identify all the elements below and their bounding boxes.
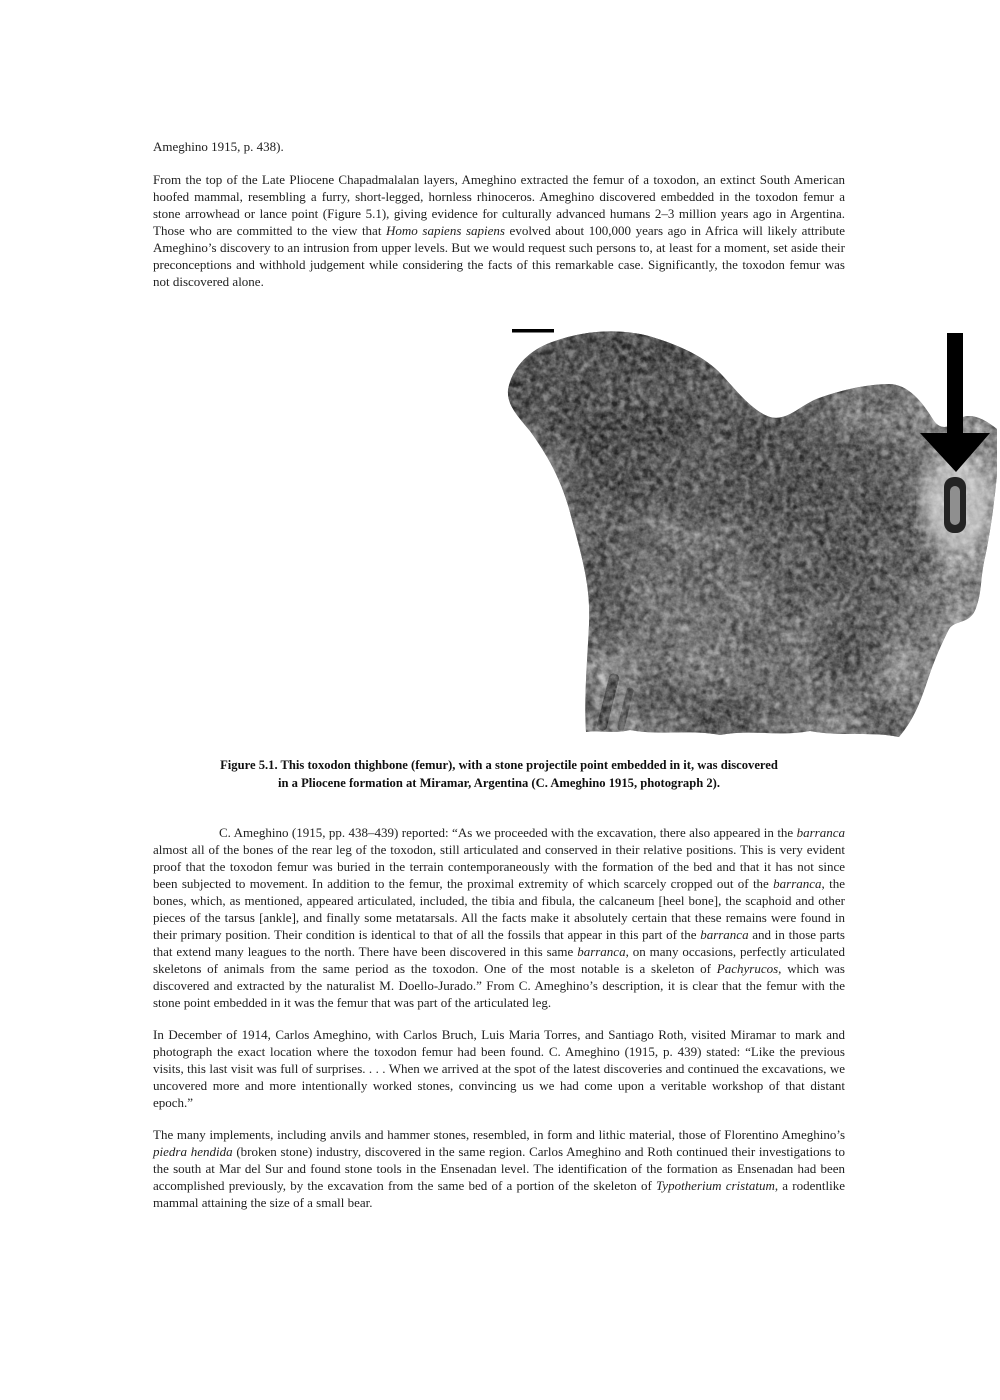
body-text: and in those parts that extend many leagues to the north. There have been discovered in this same (153, 927, 845, 959)
body-text: In December of 1914, Carlos Ameghino, with Carlos Bruch, Luis Maria Torres, and Santiago Roth, visited Miramar to mark and photograph the exact location where the toxodon femur had been found. C. Ameghino (1915, p. 439) stated: “Like the previous visits, this last visit was full of surprises. . . . When we arrived at the spot of the latest discoveries and continued the excavations, we uncovered more and more intentionally worked stones, convincing us we had come upon a veritable workshop of that distant epoch.” (153, 1027, 845, 1110)
body-text: , on many occasions, perfectly articulated skeletons of animals from the same period as the toxodon. One of the most notable is a skeleton of (153, 944, 845, 976)
italic-text: barranca (796, 825, 845, 840)
paragraph (153, 1126, 845, 1211)
italic-text: Homo sapiens sapiens (386, 223, 505, 238)
body-text: C. Ameghino (1915, pp. 438–439) reported: “As we proceeded with the excavation, there also appeared in the (219, 825, 797, 840)
article-top (153, 138, 845, 290)
italic-text: Typotherium cristatum (656, 1178, 775, 1193)
paragraph-fragment: Ameghino 1915, p. 438). (153, 139, 284, 154)
bone-photo (500, 325, 1000, 745)
bone-texture (500, 325, 1000, 745)
italic-text: barranca (577, 944, 626, 959)
paragraph (153, 824, 845, 1011)
italic-text: piedra hendida (153, 1144, 233, 1159)
stone-point (944, 477, 966, 533)
caption-line: Figure 5.1. This toxodon thighbone (femur), with a stone projectile point embedded in it, was discovered (220, 758, 778, 772)
body-text: From the top of the Late Pliocene Chapadmalalan layers, Ameghino extracted the femur of a toxodon, an extinct South American hoofed mammal, resembling a furry, short-legged, hornless rhinoceros. Ameghino discovered embedded in the toxodon femur a stone arrowhead or lance point (Figure 5.1), giving evidence for culturally advanced humans 2–3 million years ago in Argentina. Those who are committed to the view that (153, 172, 845, 238)
italic-text: barranca (773, 876, 822, 891)
figure-caption (153, 757, 845, 792)
paragraphs-bottom (153, 824, 845, 1211)
body-text: evolved about 100,000 years ago in Africa will likely attribute Ameghino’s discovery to an intrusion from upper levels. But we would request such persons to, at least for a moment, set aside their preconceptions and withhold judgement while considering the facts of this remarkable case. Significantly, the toxodon femur was not discovered alone. (153, 223, 845, 289)
body-text: (broken stone) industry, discovered in the same region. Carlos Ameghino and Roth continued their investigations to the south at Mar del Sur and found stone tools in the Ensenadan level. The identification of the formation as Ensenadan had been accomplished previously, by the excavation from the same bed of a portion of the skeleton of (153, 1144, 846, 1193)
italic-text: Pachyrucos (716, 961, 779, 976)
paragraphs-top (153, 171, 845, 290)
body-text: The many implements, including anvils and hammer stones, resembled, in form and lithic material, those of Florentino Ameghino’s (153, 1127, 845, 1142)
paragraph (153, 1026, 845, 1111)
caption-line: in a Pliocene formation at Miramar, Argentina (C. Ameghino 1915, photograph 2). (277, 775, 721, 790)
body-text: , the bones, which, as mentioned, appeared articulated, included, the tibia and fibula, the calcaneum [heel bone], the scaphoid and other pieces of the tarsus [ankle], and finally some metatarsals. All the facts make it absolutely certain that these remains were found in their primary position. Their condition is identical to that of all the fossils that appear in this part of the (153, 876, 845, 942)
italic-text: barranca (700, 927, 749, 942)
paragraph (153, 171, 845, 290)
body-text: , a rodentlike mammal attaining the size of a small bear. (153, 1178, 845, 1210)
body-text: almost all of the bones of the rear leg of the toxodon, still articulated and conserved in their relative positions. This is very evident proof that the toxodon femur was buried in the terrain contemporaneously with the formation of the bed and that it has not since been subjected to movement. In addition to the femur, the proximal extremity of which scarcely cropped out of the (153, 842, 845, 891)
body-text: , which was discovered and extracted by the naturalist M. Doello-Jurado.” From C. Ameghino’s description, it is clear that the femur with the stone point embedded in it was the femur that was part of the articulated leg. (153, 961, 845, 1010)
figure-photo (500, 325, 1000, 745)
scale-bar (512, 329, 554, 333)
